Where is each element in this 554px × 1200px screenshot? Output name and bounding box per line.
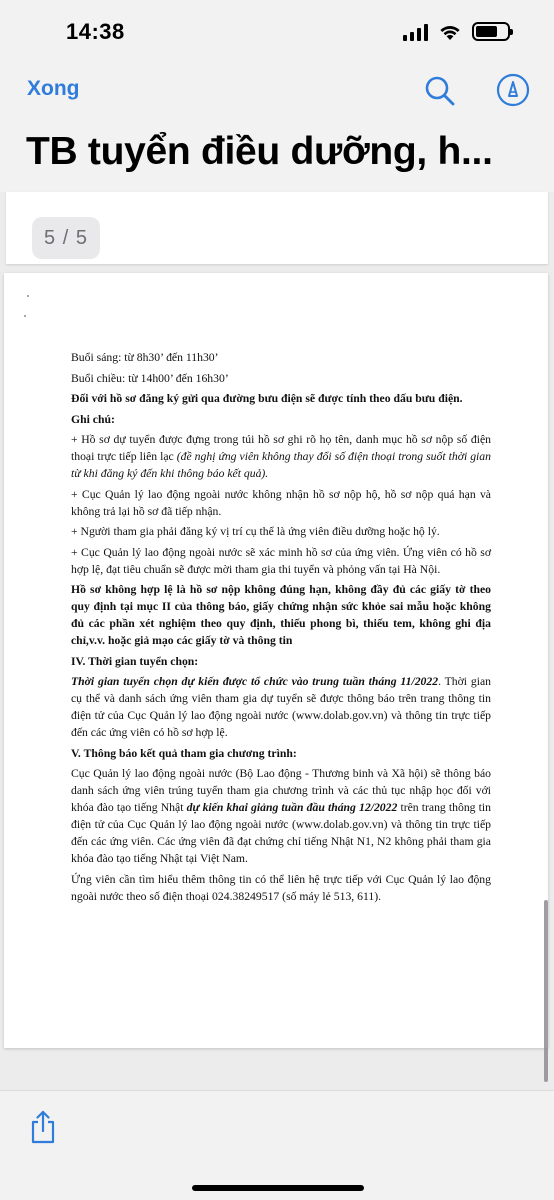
pdf-page[interactable] bbox=[4, 273, 548, 1048]
cellular-signal-icon bbox=[403, 23, 428, 41]
text-paragraph: Thời gian tuyển chọn dự kiến được tổ chức vào trung tuần tháng 11/2022. Thời gian cụ thể và danh sách ứng viên tham gia dự tuyển sẽ được thông báo trên trang thông tin điện tử của Cục Quản lý lao động ngoài nước (www.dolab.gov.vn) và thông tin trực tiếp đến các ứng viên có hồ sơ hợp lệ. bbox=[71, 675, 491, 739]
section-heading: V. Thông báo kết quả tham gia chương trình: bbox=[71, 746, 297, 760]
text-paragraph: + Người tham gia phải đăng ký vị trí cụ thể là ứng viên điều dưỡng hoặc hộ lý. bbox=[71, 525, 440, 538]
text-paragraph: Ứng viên cần tìm hiểu thêm thông tin có thể liên hệ trực tiếp với Cục Quản lý lao động ngoài nước theo số điện thoại 024.38249517 (số máy lẻ 513, 611). bbox=[71, 872, 491, 903]
text-paragraph: Hồ sơ không hợp lệ là hồ sơ nộp không đúng hạn, không đầy đủ các giấy tờ theo quy định tại mục II của thông báo, giấy chứng nhận sức khỏe sai mẫu hoặc không đủ các phần xét nghiệm theo quy định, thiếu phong bì, thiếu tem, không ghi địa chỉ,v.v. hoặc giả mạo các giấy tờ và thông tin bbox=[71, 583, 491, 647]
status-bar bbox=[0, 0, 554, 60]
nav-bar bbox=[0, 60, 554, 192]
page-mark bbox=[24, 315, 26, 317]
page-indicator: 5 / 5 bbox=[32, 217, 100, 259]
markup-button[interactable] bbox=[494, 72, 532, 110]
page-mark bbox=[27, 295, 29, 297]
markup-pen-icon bbox=[496, 73, 530, 107]
home-indicator bbox=[192, 1185, 364, 1191]
section-note-heading: Ghi chú: bbox=[71, 412, 115, 426]
scrollbar[interactable] bbox=[544, 900, 548, 1082]
section-heading: IV. Thời gian tuyển chọn: bbox=[71, 654, 199, 668]
share-button[interactable] bbox=[28, 1109, 58, 1147]
pdf-viewer[interactable] bbox=[0, 192, 554, 1090]
text-paragraph: + Cục Quản lý lao động ngoài nước không nhận hồ sơ nộp hộ, hồ sơ nộp quá hạn và không trả lại hồ sơ đã tiếp nhận. bbox=[71, 487, 491, 518]
status-icons bbox=[403, 22, 510, 41]
search-button[interactable] bbox=[420, 72, 460, 112]
page-text bbox=[71, 349, 491, 908]
text-line: Buổi chiều: từ 14h00’ đến 16h30’ bbox=[71, 371, 229, 385]
text-line: Buổi sáng: từ 8h30’ đến 11h30’ bbox=[71, 351, 219, 364]
document-title: TB tuyển điều dưỡng, h... bbox=[26, 130, 493, 173]
share-icon bbox=[29, 1109, 57, 1145]
bottom-toolbar bbox=[0, 1090, 554, 1200]
text-paragraph: + Hồ sơ dự tuyển được đựng trong túi hồ sơ ghi rõ họ tên, danh mục hồ sơ nộp số điện thoại trực tiếp liên lạc (đề nghị ứng viên không thay đổi số điện thoại trong suốt thời gian từ khi đăng ký đến khi thông báo kết quả). bbox=[71, 433, 491, 480]
done-button[interactable]: Xong bbox=[27, 77, 80, 100]
text-paragraph: Cục Quản lý lao động ngoài nước (Bộ Lao động - Thương binh và Xã hội) sẽ thông báo danh sách ứng viên trúng tuyển tham gia chương trình và các thủ tục nhập học đối với khóa đào tạo tiếng Nhật dự kiến khai giảng tuần đầu tháng 12/2022 trên trang thông tin điện tử của Cục Quản lý lao động ngoài nước (www.dolab.gov.vn) và thông tin trực tiếp đến các ứng viên. Các ứng viên đã đạt chứng chỉ tiếng Nhật N1, N2 không phải tham gia khóa đào tạo tiếng Nhật tại Việt Nam. bbox=[71, 767, 491, 865]
search-icon bbox=[424, 75, 456, 107]
text-paragraph: + Cục Quản lý lao động ngoài nước sẽ xác minh hồ sơ của ứng viên. Ứng viên có hồ sơ hợp lệ, đạt tiêu chuẩn sẽ được mời tham gia thi tuyển và phỏng vấn tại Hà Nội. bbox=[71, 545, 491, 576]
wifi-icon bbox=[438, 23, 462, 41]
status-time: 14:38 bbox=[66, 19, 125, 44]
previous-page[interactable] bbox=[6, 192, 548, 264]
battery-icon bbox=[472, 22, 510, 41]
text-line: Đối với hồ sơ đăng ký gửi qua đường bưu điện sẽ được tính theo dấu bưu điện. bbox=[71, 392, 463, 405]
